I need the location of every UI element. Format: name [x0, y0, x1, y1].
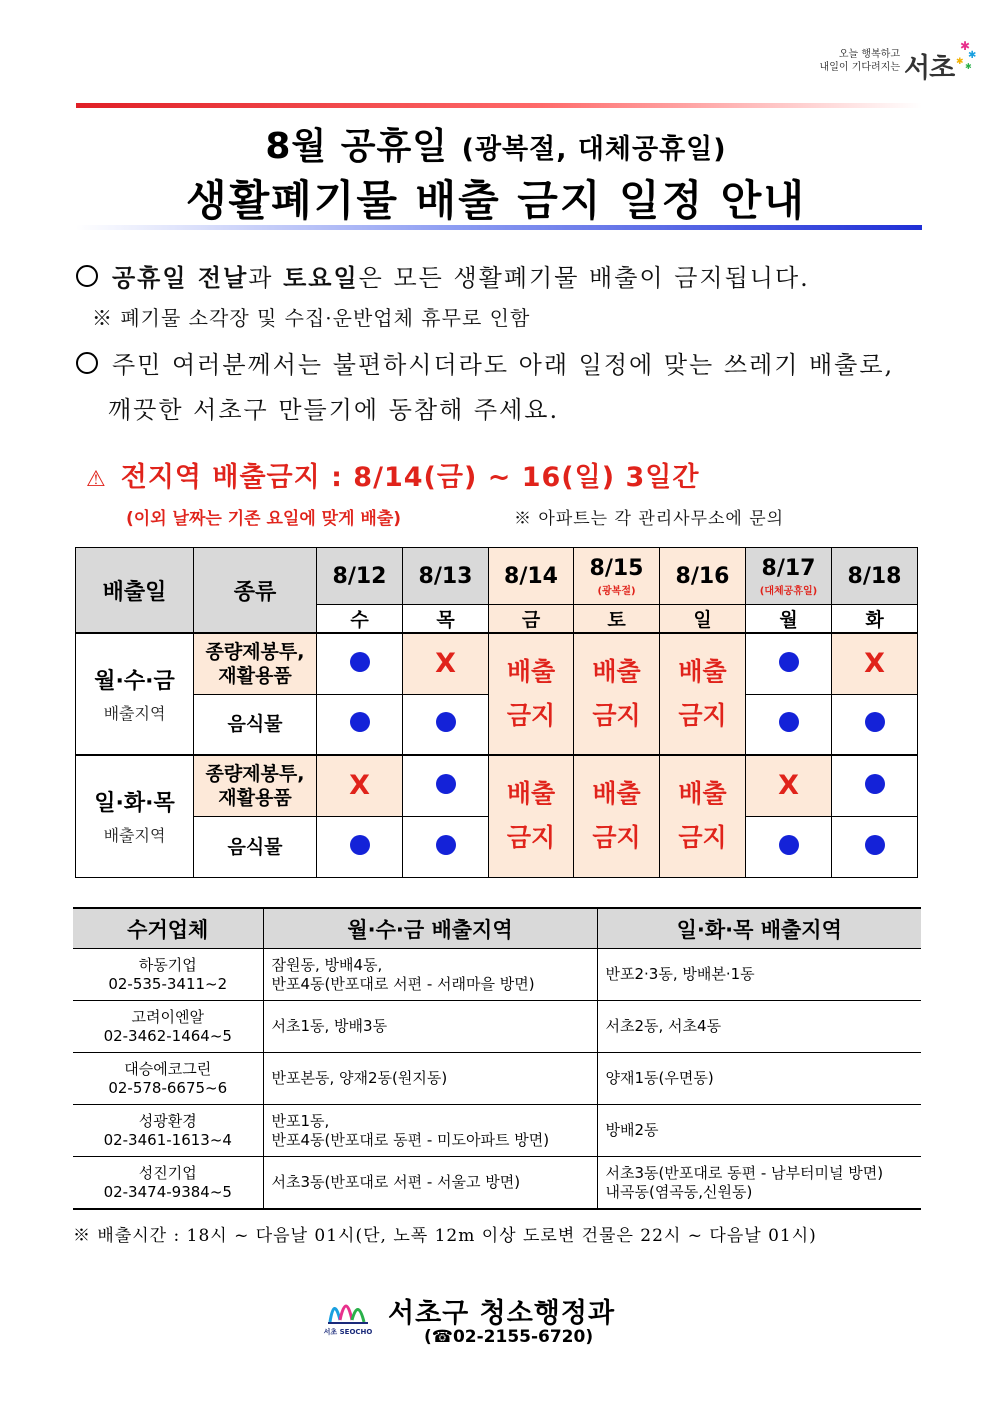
company-phone: 02-3462-1464~5: [103, 1026, 232, 1045]
date-cell: [832, 548, 918, 605]
notice-conj: 과: [248, 264, 284, 292]
apartment-note: ※ 아파트는 각 관리사무소에 문의: [514, 509, 785, 529]
dow-cell: 토: [574, 605, 660, 634]
date-cell: [403, 548, 489, 605]
date-cell: [489, 548, 574, 605]
stt-area-cell: [597, 949, 921, 1001]
region-cell-mwf: [76, 633, 194, 755]
dow-cell: 목: [403, 605, 489, 634]
mwf-area-cell: [263, 1053, 597, 1105]
mwf-area-cell: [263, 1105, 597, 1157]
svg-text:✱: ✱: [956, 57, 964, 67]
status-cell: [746, 816, 832, 877]
company-name: 성광환경: [138, 1111, 197, 1130]
company-name: 하동기업: [138, 955, 197, 974]
ban-cell: [574, 755, 660, 877]
table-row: [73, 1105, 921, 1157]
seocho-logo: [808, 40, 977, 90]
status-cell: [832, 633, 918, 694]
area-line1: 반포1동,: [271, 1111, 330, 1130]
ban-cell: [660, 755, 746, 877]
title-top-bar: [76, 103, 922, 108]
page-title: 생활폐기물 배출 금지 일정 안내: [186, 176, 806, 225]
ban-notice: [86, 455, 699, 494]
notice-rest: 은 모든 생활폐기물 배출이 금지됩니다.: [358, 264, 810, 292]
notice-p2-line1: 주민 여러분께서는 불편하시더라도 아래 일정에 맞는 쓰레기 배출로,: [112, 351, 895, 379]
area-line2: 반포4동(반포대로 동편 - 미도아파트 방면): [271, 1130, 550, 1149]
company-cell: [73, 1053, 263, 1105]
seocho-emblem-icon: [326, 1290, 372, 1332]
allowed-dot-icon: [436, 835, 456, 855]
area-line1: 반포2·3동, 방배본·1동: [605, 965, 755, 983]
ban-notice-sub: (이외 날짜는 기존 요일에 맞게 배출): [126, 509, 402, 529]
ban-line2: 금지: [506, 823, 556, 853]
table-row: [73, 1157, 921, 1210]
status-cell: [746, 755, 832, 816]
allowed-dot-icon: [436, 712, 456, 732]
title-main: 8월 공휴일: [265, 126, 449, 167]
collection-time-note: ※ 배출시간 : 18시 ~ 다음날 01시(단, 노폭 12m 이상 도로변 건물은 22시 ~ 다음날 01시): [73, 1226, 817, 1246]
ban-cell: [660, 633, 746, 755]
logo-stars-icon: [952, 40, 978, 70]
company-name: 성진기업: [138, 1163, 197, 1182]
schedule-table: [75, 547, 918, 878]
notice-p2-line2: 깨끗한 서초구 만들기에 동참해 주세요.: [108, 396, 560, 424]
allowed-dot-icon: [350, 652, 370, 672]
company-phone: 02-578-6675~6: [108, 1078, 228, 1097]
ban-cell: [574, 633, 660, 755]
emblem-text: 서초 SEOCHO: [323, 1328, 373, 1336]
company-cell: [73, 949, 263, 1001]
date-label: 8/17: [761, 555, 816, 581]
table-row: [73, 1053, 921, 1105]
circle-bullet-icon: [76, 352, 98, 374]
logo-tagline-line2: 내일이 기다려지는: [819, 62, 900, 73]
allowed-dot-icon: [779, 835, 799, 855]
table-row: [73, 1001, 921, 1053]
logo-name: 서초: [904, 53, 955, 84]
area-line1: 서초2동, 서초4동: [605, 1017, 722, 1035]
logo-tagline: [808, 48, 900, 74]
allowed-dot-icon: [865, 712, 885, 732]
dow-cell: 화: [832, 605, 918, 634]
header-mwf: 월·수·금 배출지역: [263, 908, 597, 949]
stt-area-cell: [597, 1157, 921, 1210]
mwf-area-cell: [263, 1157, 597, 1210]
allowed-dot-icon: [779, 712, 799, 732]
status-cell: [746, 633, 832, 694]
area-line1: 반포본동, 양재2동(원지동): [271, 1069, 448, 1087]
region-cell-stt: [76, 755, 194, 877]
date-cell: [746, 548, 832, 605]
company-phone: 02-535-3411~2: [108, 974, 228, 993]
area-line1: 방배2동: [605, 1121, 659, 1139]
region-sub: 배출지역: [103, 826, 166, 846]
status-cell: [317, 694, 403, 755]
notice-reason: ※ 폐기물 소각장 및 수집·운반업체 휴무로 인함: [92, 306, 531, 330]
type-cell: [194, 633, 317, 694]
dow-cell: 금: [489, 605, 574, 634]
type-line1: 종량제봉투,: [205, 640, 305, 663]
type-line2: 재활용품: [218, 786, 292, 809]
company-name: 대승에코그린: [124, 1059, 212, 1078]
status-cell: [403, 633, 489, 694]
ban-notice-title: 전지역 배출금지 : 8/14(금) ~ 16(일) 3일간: [120, 462, 700, 493]
svg-text:✱: ✱: [960, 40, 971, 53]
title-line1: [0, 118, 992, 169]
date-label: 8/14: [504, 563, 558, 589]
status-cell: [403, 694, 489, 755]
company-phone: 02-3461-1613~4: [103, 1130, 232, 1149]
dow-cell: 수: [317, 605, 403, 634]
notice-bold-holiday-eve: 공휴일 전날: [112, 263, 249, 292]
banned-x-mark: X: [349, 770, 370, 802]
company-phone: 02-3474-9384~5: [103, 1182, 232, 1201]
area-line1: 서초3동(반포대로 동편 - 남부터미널 방면): [605, 1163, 884, 1182]
notice-bold-saturday: 토요일: [283, 263, 359, 292]
notice-paragraph-1: [76, 258, 810, 293]
table-row: [73, 949, 921, 1001]
ban-line1: 배출: [592, 779, 641, 809]
status-cell: [403, 816, 489, 877]
allowed-dot-icon: [865, 774, 885, 794]
stt-area-cell: [597, 1053, 921, 1105]
department-phone: (☎02-2155-6720): [424, 1327, 594, 1347]
ban-line2: 금지: [592, 823, 641, 853]
mwf-area-cell: [263, 949, 597, 1001]
type-line1: 종량제봉투,: [205, 762, 305, 785]
ban-line1: 배출: [592, 657, 641, 686]
ban-line2: 금지: [592, 701, 641, 730]
company-table: [73, 907, 921, 1210]
svg-text:✱: ✱: [968, 50, 977, 61]
header-stt: 일·화·목 배출지역: [597, 908, 921, 949]
allowed-dot-icon: [436, 774, 456, 794]
dow-cell: 월: [746, 605, 832, 634]
ban-line2: 금지: [678, 701, 727, 730]
status-cell: [403, 755, 489, 816]
dow-cell: 일: [660, 605, 746, 634]
area-line1: 양재1동(우면동): [605, 1069, 714, 1087]
svg-text:✱: ✱: [965, 62, 972, 70]
status-cell: [832, 816, 918, 877]
type-cell: [194, 755, 317, 816]
circle-bullet-icon: [76, 265, 98, 287]
holiday-label: (대체공휴일): [759, 585, 818, 597]
region-name: 월·수·금: [94, 669, 175, 694]
banned-x-mark: X: [864, 648, 885, 680]
header-day: 배출일: [76, 548, 194, 634]
ban-line1: 배출: [678, 779, 727, 809]
date-cell: [660, 548, 746, 605]
title-bottom-bar: [76, 225, 922, 230]
company-name: 고려이엔알: [131, 1007, 204, 1026]
area-line1: 서초1동, 방배3동: [271, 1017, 388, 1035]
type-line2: 재활용품: [218, 664, 292, 687]
date-label: 8/16: [675, 563, 730, 589]
ban-line1: 배출: [506, 779, 556, 809]
status-cell: [317, 816, 403, 877]
company-cell: [73, 1157, 263, 1210]
allowed-dot-icon: [350, 712, 370, 732]
mwf-area-cell: [263, 1001, 597, 1053]
type-cell: 음식물: [194, 694, 317, 755]
area-line2: 반포4동(반포대로 서편 - 서래마을 방면): [271, 974, 535, 993]
status-cell: [317, 633, 403, 694]
date-cell: [317, 548, 403, 605]
banned-x-mark: X: [435, 648, 456, 680]
company-cell: [73, 1001, 263, 1053]
banned-x-mark: X: [778, 770, 799, 802]
area-line1: 잠원동, 방배4동,: [271, 955, 383, 974]
type-cell: 음식물: [194, 816, 317, 877]
date-label: 8/15: [589, 555, 644, 581]
date-label: 8/18: [847, 563, 902, 589]
date-label: 8/12: [332, 563, 387, 589]
status-cell: [832, 694, 918, 755]
date-label: 8/13: [418, 563, 473, 589]
holiday-label: (광복절): [597, 585, 636, 597]
ban-cell: [489, 755, 574, 877]
stt-area-cell: [597, 1001, 921, 1053]
allowed-dot-icon: [779, 652, 799, 672]
warning-icon: ⚠: [86, 467, 107, 492]
region-sub: 배출지역: [103, 704, 166, 723]
header-type: 종류: [194, 548, 317, 634]
date-cell: [574, 548, 660, 605]
company-cell: [73, 1105, 263, 1157]
ban-line2: 금지: [678, 823, 727, 853]
area-line2: 내곡동(염곡동,신원동): [605, 1182, 753, 1201]
header-company: 수거업체: [73, 908, 263, 949]
ban-line1: 배출: [506, 657, 556, 686]
allowed-dot-icon: [865, 835, 885, 855]
status-cell: [832, 755, 918, 816]
region-name: 일·화·목: [94, 791, 175, 817]
status-cell: [317, 755, 403, 816]
stt-area-cell: [597, 1105, 921, 1157]
logo-tagline-line1: 오늘 행복하고: [838, 49, 900, 60]
notice-paragraph-2: [76, 345, 926, 380]
ban-cell: [489, 633, 574, 755]
area-line1: 서초3동(반포대로 서편 - 서울고 방면): [271, 1173, 521, 1191]
status-cell: [746, 694, 832, 755]
department-name: 서초구 청소행정과: [388, 1298, 616, 1329]
title-holidays: (광복절, 대체공휴일): [461, 134, 727, 165]
allowed-dot-icon: [350, 835, 370, 855]
ban-line1: 배출: [678, 657, 727, 686]
ban-line2: 금지: [506, 701, 556, 730]
